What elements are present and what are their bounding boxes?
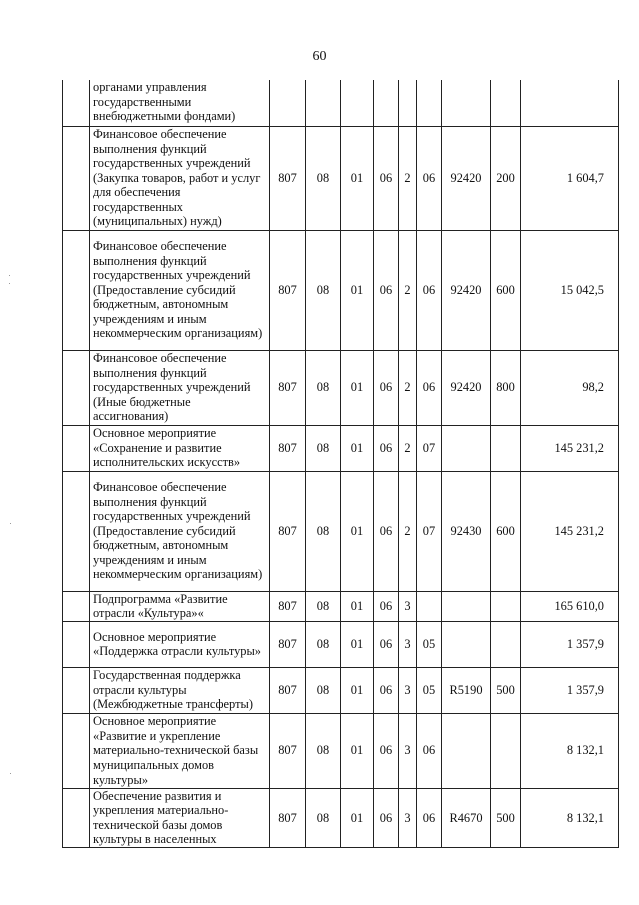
blank-cell xyxy=(63,788,90,847)
blank-cell xyxy=(63,621,90,667)
event-cell: 06 xyxy=(417,713,442,788)
name-cell: Основное мероприятие «Развитие и укрепление материально-технической базы муниципальных домов культуры» xyxy=(90,713,270,788)
event-cell: 06 xyxy=(417,350,442,425)
table-row xyxy=(63,713,619,788)
admin-code-cell: 807 xyxy=(270,591,306,621)
expense-type-cell: 500 xyxy=(491,667,521,713)
section-cell: 08 xyxy=(306,230,341,350)
subprogram-cell: 2 xyxy=(399,230,417,350)
table-row xyxy=(63,788,619,847)
expense-type-cell xyxy=(491,425,521,471)
subprogram-cell: 3 xyxy=(399,713,417,788)
table-row xyxy=(63,230,619,350)
scan-speck xyxy=(9,275,10,276)
blank-cell xyxy=(63,471,90,591)
program-cell: 06 xyxy=(374,230,399,350)
subsection-cell: 01 xyxy=(341,425,374,471)
expense-type-cell: 600 xyxy=(491,230,521,350)
expense-type-cell xyxy=(491,713,521,788)
direction-cell xyxy=(442,713,491,788)
blank-cell xyxy=(63,425,90,471)
name-cell: Основное мероприятие «Сохранение и развитие исполнительских искусств» xyxy=(90,425,270,471)
amount-cell: 145 231,2 xyxy=(521,425,619,471)
blank-cell xyxy=(63,80,90,126)
amount-cell: 145 231,2 xyxy=(521,471,619,591)
section-cell: 08 xyxy=(306,471,341,591)
section-cell: 08 xyxy=(306,621,341,667)
admin-code-cell xyxy=(270,80,306,126)
name-cell: Финансовое обеспечение выполнения функций государственных учреждений (Предоставление субсидий бюджетным, автономным учреждениям и иным некоммерческим организациям) xyxy=(90,230,270,350)
subsection-cell: 01 xyxy=(341,591,374,621)
program-cell: 06 xyxy=(374,350,399,425)
name-cell: Финансовое обеспечение выполнения функций государственных учреждений (Иные бюджетные ассигнования) xyxy=(90,350,270,425)
name-cell: Обеспечение развития и укрепления материально-технической базы домов культуры в населенных xyxy=(90,788,270,847)
direction-cell xyxy=(442,621,491,667)
program-cell: 06 xyxy=(374,667,399,713)
budget-allocation-table xyxy=(62,80,619,848)
admin-code-cell: 807 xyxy=(270,621,306,667)
name-cell: Государственная поддержка отрасли культуры (Межбюджетные трансферты) xyxy=(90,667,270,713)
section-cell: 08 xyxy=(306,425,341,471)
name-cell: Основное мероприятие «Поддержка отрасли культуры» xyxy=(90,621,270,667)
amount-cell: 1 357,9 xyxy=(521,621,619,667)
name-cell: Финансовое обеспечение выполнения функций государственных учреждений (Предоставление субсидий бюджетным, автономным учреждениям и иным некоммерческим организациям) xyxy=(90,471,270,591)
direction-cell: R5190 xyxy=(442,667,491,713)
section-cell: 08 xyxy=(306,713,341,788)
admin-code-cell: 807 xyxy=(270,667,306,713)
table-row xyxy=(63,471,619,591)
direction-cell: 92420 xyxy=(442,230,491,350)
blank-cell xyxy=(63,230,90,350)
page-number: 60 xyxy=(312,49,327,64)
subsection-cell xyxy=(341,80,374,126)
amount-cell xyxy=(521,80,619,126)
event-cell xyxy=(417,591,442,621)
blank-cell xyxy=(63,350,90,425)
section-cell xyxy=(306,80,341,126)
admin-code-cell: 807 xyxy=(270,126,306,230)
expense-type-cell xyxy=(491,591,521,621)
admin-code-cell: 807 xyxy=(270,425,306,471)
program-cell: 06 xyxy=(374,471,399,591)
direction-cell: 92420 xyxy=(442,350,491,425)
event-cell xyxy=(417,80,442,126)
event-cell: 06 xyxy=(417,230,442,350)
section-cell: 08 xyxy=(306,591,341,621)
blank-cell xyxy=(63,591,90,621)
event-cell: 06 xyxy=(417,126,442,230)
program-cell: 06 xyxy=(374,788,399,847)
expense-type-cell xyxy=(491,621,521,667)
name-cell: Подпрограмма «Развитие отрасли «Культура»« xyxy=(90,591,270,621)
table-row xyxy=(63,591,619,621)
event-cell: 07 xyxy=(417,425,442,471)
event-cell: 05 xyxy=(417,667,442,713)
admin-code-cell: 807 xyxy=(270,471,306,591)
event-cell: 05 xyxy=(417,621,442,667)
program-cell xyxy=(374,80,399,126)
direction-cell: 92430 xyxy=(442,471,491,591)
scan-speck xyxy=(9,283,10,284)
subprogram-cell: 2 xyxy=(399,126,417,230)
program-cell: 06 xyxy=(374,591,399,621)
section-cell: 08 xyxy=(306,126,341,230)
section-cell: 08 xyxy=(306,350,341,425)
subprogram-cell: 3 xyxy=(399,788,417,847)
subsection-cell: 01 xyxy=(341,471,374,591)
subsection-cell: 01 xyxy=(341,230,374,350)
expense-type-cell: 500 xyxy=(491,788,521,847)
table-row xyxy=(63,621,619,667)
admin-code-cell: 807 xyxy=(270,350,306,425)
expense-type-cell: 800 xyxy=(491,350,521,425)
subprogram-cell: 2 xyxy=(399,425,417,471)
subprogram-cell: 3 xyxy=(399,667,417,713)
subsection-cell: 01 xyxy=(341,350,374,425)
expense-type-cell xyxy=(491,80,521,126)
table-row xyxy=(63,667,619,713)
amount-cell: 165 610,0 xyxy=(521,591,619,621)
name-cell: органами управления государственными внебюджетными фондами) xyxy=(90,80,270,126)
admin-code-cell: 807 xyxy=(270,713,306,788)
subsection-cell: 01 xyxy=(341,713,374,788)
subsection-cell: 01 xyxy=(341,788,374,847)
expense-type-cell: 200 xyxy=(491,126,521,230)
subsection-cell: 01 xyxy=(341,126,374,230)
scan-speck xyxy=(10,773,11,774)
name-cell: Финансовое обеспечение выполнения функций государственных учреждений (Закупка товаров, работ и услуг для обеспечения государственных (муниципальных) нужд) xyxy=(90,126,270,230)
program-cell: 06 xyxy=(374,126,399,230)
program-cell: 06 xyxy=(374,621,399,667)
direction-cell xyxy=(442,80,491,126)
program-cell: 06 xyxy=(374,425,399,471)
table-row xyxy=(63,80,619,126)
subprogram-cell: 3 xyxy=(399,591,417,621)
event-cell: 07 xyxy=(417,471,442,591)
direction-cell: 92420 xyxy=(442,126,491,230)
table-row xyxy=(63,126,619,230)
table-body xyxy=(63,80,619,848)
subsection-cell: 01 xyxy=(341,667,374,713)
amount-cell: 15 042,5 xyxy=(521,230,619,350)
blank-cell xyxy=(63,713,90,788)
subprogram-cell: 3 xyxy=(399,621,417,667)
amount-cell: 98,2 xyxy=(521,350,619,425)
section-cell: 08 xyxy=(306,788,341,847)
subprogram-cell xyxy=(399,80,417,126)
subsection-cell: 01 xyxy=(341,621,374,667)
subprogram-cell: 2 xyxy=(399,471,417,591)
admin-code-cell: 807 xyxy=(270,788,306,847)
table-row xyxy=(63,425,619,471)
direction-cell xyxy=(442,591,491,621)
event-cell: 06 xyxy=(417,788,442,847)
amount-cell: 8 132,1 xyxy=(521,788,619,847)
table-row xyxy=(63,350,619,425)
blank-cell xyxy=(63,126,90,230)
program-cell: 06 xyxy=(374,713,399,788)
subprogram-cell: 2 xyxy=(399,350,417,425)
blank-cell xyxy=(63,667,90,713)
expense-type-cell: 600 xyxy=(491,471,521,591)
amount-cell: 8 132,1 xyxy=(521,713,619,788)
amount-cell: 1 604,7 xyxy=(521,126,619,230)
admin-code-cell: 807 xyxy=(270,230,306,350)
direction-cell xyxy=(442,425,491,471)
section-cell: 08 xyxy=(306,667,341,713)
direction-cell: R4670 xyxy=(442,788,491,847)
scan-speck xyxy=(10,523,11,524)
amount-cell: 1 357,9 xyxy=(521,667,619,713)
